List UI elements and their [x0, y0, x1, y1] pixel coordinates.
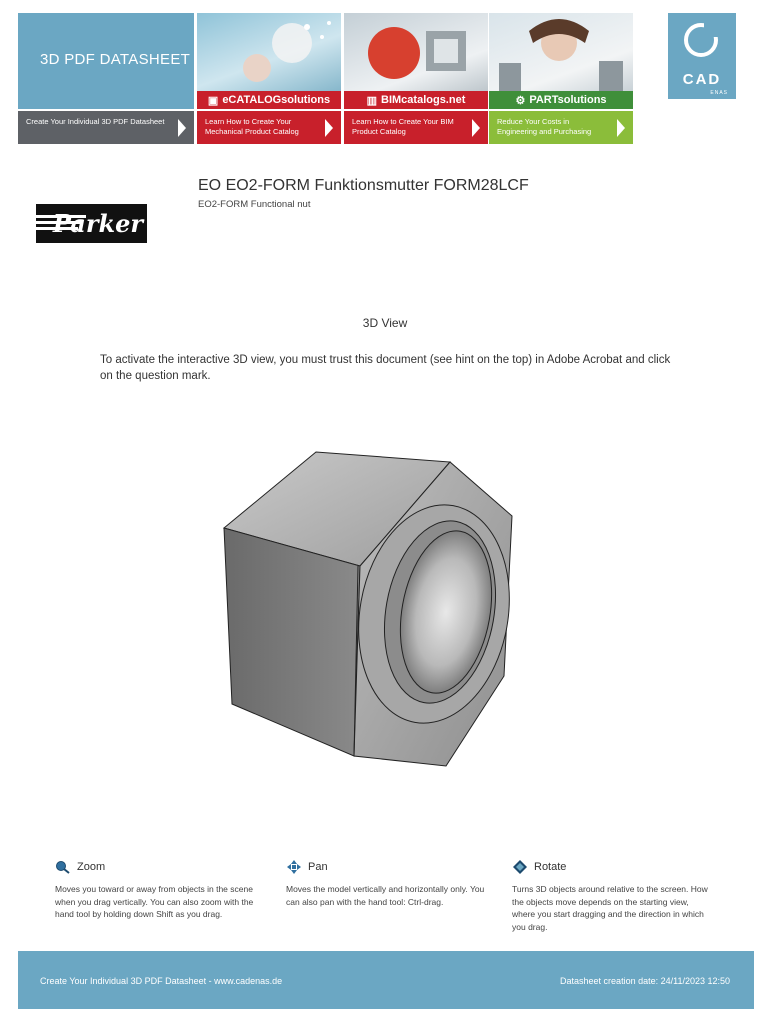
partsolutions-cta-label: Reduce Your Costs in Engineering and Purchasing: [497, 117, 592, 136]
chevron-right-icon: [472, 119, 480, 137]
datasheet-panel: [18, 13, 194, 109]
parker-logo-word: Parker: [52, 209, 143, 238]
building-icon: ▥: [366, 94, 378, 107]
cadenas-logo-sub: ENAS: [710, 90, 728, 96]
help-rotate-desc: Turns 3D objects around relative to the screen. How the objects move depends on the starting view, where you start dragging and the direction in which you drag.: [512, 884, 708, 932]
parker-logo: [36, 204, 147, 243]
partsolutions-cta-link[interactable]: [489, 111, 633, 144]
help-pan: [286, 860, 486, 908]
help-zoom-desc: Moves you toward or away from objects in the scene when you drag vertically. You can also zoom with the hand tool by holding down Shift as you drag.: [55, 884, 254, 919]
datasheet-title: 3D PDF DATASHEET: [40, 51, 191, 68]
partsolutions-tile[interactable]: [489, 13, 633, 144]
ecatalog-brand-label: eCATALOGsolutions: [222, 94, 331, 106]
bim-brand-label: BIMcatalogs.net: [381, 94, 466, 106]
header-banner: [18, 13, 634, 144]
chevron-right-icon: [617, 119, 625, 137]
rotate-icon: [512, 860, 528, 874]
datasheet-cta-label: Create Your Individual 3D PDF Datasheet: [26, 117, 165, 126]
ecatalog-cta-link[interactable]: [197, 111, 341, 144]
help-rotate-title: Rotate: [534, 861, 567, 873]
help-rotate: [512, 860, 712, 933]
footer-link[interactable]: Create Your Individual 3D PDF Datasheet - www.cadenas.de: [40, 976, 283, 986]
help-pan-desc: Moves the model vertically and horizontally only. You can also pan with the hand tool: Ctrl-drag.: [286, 884, 485, 907]
gear-icon: ⚙: [515, 94, 526, 107]
cadenas-ring-icon: [684, 23, 718, 57]
bim-tile[interactable]: [344, 13, 488, 144]
view-heading: 3D View: [362, 316, 408, 330]
product-subtitle: EO2-FORM Functional nut: [198, 199, 311, 210]
zoom-icon: [55, 860, 71, 874]
activation-hint: To activate the interactive 3D view, you must trust this document (see hint on the top) in Adobe Acrobat and click on the question mark.: [100, 354, 671, 382]
3d-model-viewer[interactable]: [220, 446, 520, 776]
datasheet-tile[interactable]: [18, 13, 194, 144]
help-zoom-title: Zoom: [77, 861, 106, 873]
partsolutions-brand: [489, 91, 633, 109]
bim-cta-link[interactable]: [344, 111, 488, 144]
bim-brand: [344, 91, 488, 109]
creation-date: Datasheet creation date: 24/11/2023 12:50: [560, 976, 730, 986]
chevron-right-icon: [178, 119, 186, 137]
ecatalog-brand: [197, 91, 341, 109]
datasheet-cta-link[interactable]: [18, 111, 194, 144]
chevron-right-icon: [325, 119, 333, 137]
ecatalog-tile[interactable]: [197, 13, 341, 144]
footer-bar: [18, 951, 754, 1009]
help-pan-title: Pan: [308, 861, 328, 873]
catalog-icon: ▣: [207, 94, 219, 107]
ecatalog-cta-label: Learn How to Create Your Mechanical Product Catalog: [205, 117, 299, 136]
pan-icon: [286, 860, 302, 874]
partsolutions-brand-label: PARTsolutions: [529, 94, 607, 106]
product-title: EO EO2-FORM Funktionsmutter FORM28LCF: [198, 177, 529, 194]
hex-nut-model: [220, 446, 520, 776]
cadenas-logo[interactable]: [668, 13, 736, 99]
help-zoom: [55, 860, 255, 921]
bim-cta-label: Learn How to Create Your BIM Product Catalog: [352, 117, 454, 136]
cadenas-logo-word: CAD: [682, 71, 722, 88]
